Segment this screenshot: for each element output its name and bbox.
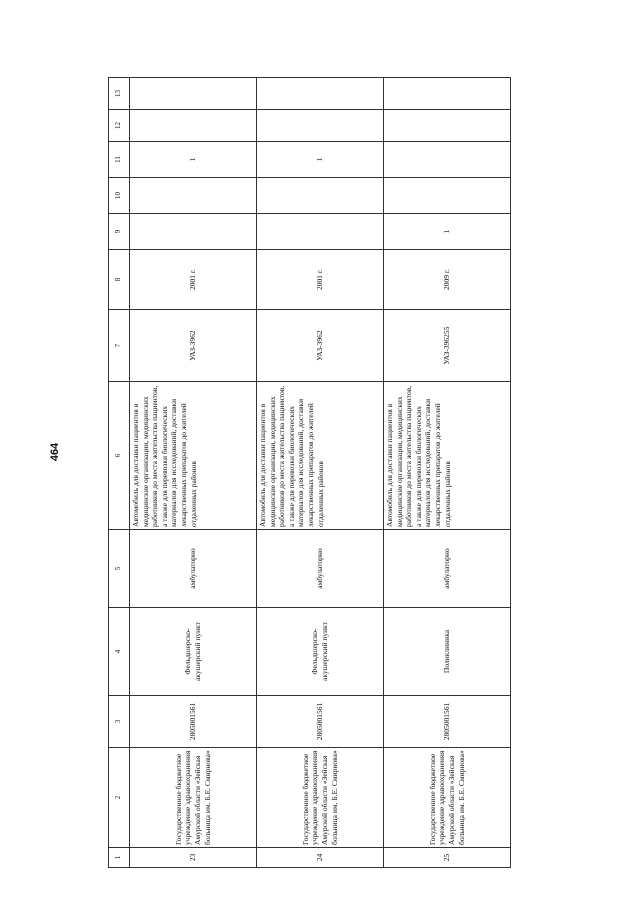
- col-header-6: 6: [109, 382, 130, 530]
- header-row: [109, 78, 130, 868]
- table-row: [130, 78, 257, 868]
- vehicle-year: 2009 г.: [384, 250, 511, 310]
- cell-col-12: [384, 110, 511, 142]
- cell-col-13: [384, 78, 511, 110]
- vehicles-table: [108, 77, 511, 868]
- row-number: 24: [257, 848, 384, 868]
- col-header-9: 9: [109, 214, 130, 250]
- cell-col-9: [130, 214, 257, 250]
- col-header-7: 7: [109, 310, 130, 382]
- col-header-10: 10: [109, 178, 130, 214]
- organization-name: Государственное бюджетное учреждение здравоохранения Амурской области «Зейская больница им. Б.Е. Смирнова»: [384, 748, 511, 848]
- organization-name: Государственное бюджетное учреждение здравоохранения Амурской области «Зейская больница им. Б.Е. Смирнова»: [130, 748, 257, 848]
- row-number: 23: [130, 848, 257, 868]
- col-header-4: 4: [109, 608, 130, 696]
- vehicle-model: УАЗ-3962: [130, 310, 257, 382]
- org-code: 2805001561: [257, 696, 384, 748]
- cell-col-11: 1: [257, 142, 384, 178]
- cell-col-13: [257, 78, 384, 110]
- vehicle-year: 2001 г.: [257, 250, 384, 310]
- col-header-8: 8: [109, 250, 130, 310]
- vehicle-purpose: Автомобиль для доставки пациентов в медицинские организации, медицинских работников до места жительства пациентов, а также для перевозки биологических материалов для исследований, доставки лекарственных препаратов до жителей отдаленных районов: [130, 382, 257, 530]
- cell-col-13: [130, 78, 257, 110]
- vehicle-model: УАЗ-396255: [384, 310, 511, 382]
- cell-col-11: [384, 142, 511, 178]
- page-number: 464: [49, 442, 61, 462]
- cell-col-11: 1: [130, 142, 257, 178]
- organization-name: Государственное бюджетное учреждение здравоохранения Амурской области «Зейская больница им. Б.Е. Смирнова»: [257, 748, 384, 848]
- rotated-table-wrapper: [108, 78, 511, 868]
- subdivision: Фельдшерско-акушерский пункт: [130, 608, 257, 696]
- subdivision: Фельдшерско-акушерский пункт: [257, 608, 384, 696]
- cell-col-10: [257, 178, 384, 214]
- org-code: 2805001561: [130, 696, 257, 748]
- care-type: амбулаторно: [257, 530, 384, 608]
- row-number: 25: [384, 848, 511, 868]
- vehicle-year: 2001 г.: [130, 250, 257, 310]
- vehicle-model: УАЗ-3962: [257, 310, 384, 382]
- cell-col-12: [257, 110, 384, 142]
- care-type: амбулаторно: [130, 530, 257, 608]
- col-header-1: 1: [109, 848, 130, 868]
- cell-col-12: [130, 110, 257, 142]
- vehicle-purpose: Автомобиль для доставки пациентов в медицинские организации, медицинских работников до места жительства пациентов, а также для перевозки биологических материалов для исследований, доставки лекарственных препаратов до жителей отдаленных районов: [257, 382, 384, 530]
- col-header-3: 3: [109, 696, 130, 748]
- col-header-11: 11: [109, 142, 130, 178]
- col-header-5: 5: [109, 530, 130, 608]
- col-header-2: 2: [109, 748, 130, 848]
- care-type: амбулаторно: [384, 530, 511, 608]
- col-header-13: 13: [109, 78, 130, 110]
- cell-col-10: [130, 178, 257, 214]
- vehicle-purpose: Автомобиль для доставки пациентов в медицинские организации, медицинских работников до места жительства пациентов, а также для перевозки биологических материалов для исследований, доставки лекарственных препаратов до жителей отдаленных районов: [384, 382, 511, 530]
- subdivision: Поликлиника: [384, 608, 511, 696]
- col-header-12: 12: [109, 110, 130, 142]
- cell-col-9: [257, 214, 384, 250]
- table-row: [384, 78, 511, 868]
- org-code: 2805001561: [384, 696, 511, 748]
- table-row: [257, 78, 384, 868]
- cell-col-10: [384, 178, 511, 214]
- cell-col-9: 1: [384, 214, 511, 250]
